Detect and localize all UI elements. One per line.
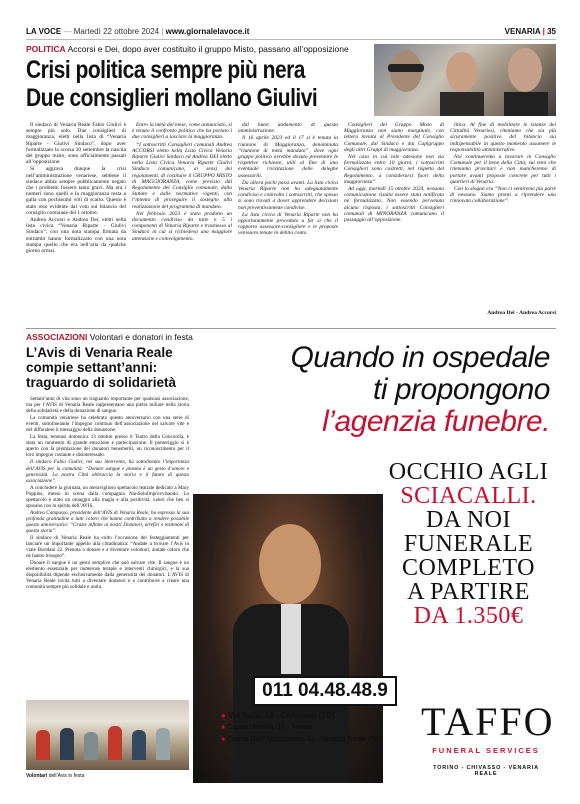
ad-headline-2: ti propongono [373, 373, 550, 406]
ad-offer-4: FUNERALE [403, 531, 534, 557]
paragraph: Entro la metà del mese, come annunciato, si è tenuto il confronto politico che ha portato i due consiglieri a lasciare la maggioranza. [132, 122, 232, 141]
taffo-advertisement[interactable] [193, 338, 556, 783]
website-link[interactable]: www.giornalelavoce.it [165, 27, 250, 36]
story1-column-3 [238, 122, 338, 322]
paragraph: Nel caso in cui tale adesione non sia formalizzata entro 10 giorni, i sottoscritti Consiglieri sono costretti, nel rispetto del Regolamento, a considerarsi fuori della maggioranza”. [344, 154, 444, 185]
story2-headline-3: traguardo di solidarietà [26, 375, 177, 390]
paragraph: Donare il sangue è un gesto semplice che può salvare vite. Il sangue è un elemento essenziale per numerose terapie e interventi chirurgici, e la sua disponibilità dipende esclusivamente dalla generosità dei donatori. L’AVIS di Venaria Reale invita tutti a diventare donatori e a contribuire a creare una comunità sempre più solidale e unita. [26, 560, 189, 591]
story2-photo-caption [26, 773, 189, 779]
sunglasses [388, 64, 424, 72]
page-header: LA VOCE — Martedì 22 ottobre 2024 | www.giornalelavoce.it VENARIA | 35 [26, 26, 556, 40]
story2-kicker-text: Volontari e donatori in festa [89, 332, 193, 342]
location-pin-icon: ● [221, 724, 226, 731]
ad-offer-2: SCIACALLI. [400, 483, 537, 509]
ad-address-3-text: Piazza Dell’Annunziata, 11 - Venaria Reale (TO) [227, 736, 383, 743]
person-figure [60, 728, 74, 760]
brand-subtitle: FUNERAL SERVICES [432, 746, 540, 755]
ad-face [259, 524, 321, 604]
story1-kicker-text: Accorsi e Dei, dopo aver costituito il gruppo Misto, passano all’opposizione [67, 44, 349, 54]
location-pin-icon: ● [221, 711, 226, 720]
brand-name: TAFFO [421, 699, 555, 744]
story2-body [26, 396, 189, 696]
story1-headline-1: Crisi politica sempre più nera [26, 56, 305, 84]
masthead-brand: LA VOCE [26, 27, 62, 36]
ad-offer-3: DA NOI [426, 507, 511, 533]
story1-column-4 [344, 122, 444, 322]
taffo-logo [421, 698, 555, 777]
story1-kicker [26, 44, 406, 54]
story2-headline-2: compie settant’anni: [26, 360, 158, 375]
section-divider [26, 328, 556, 329]
person-figure [132, 730, 146, 760]
ad-offer [381, 460, 556, 628]
caption-text: dell’Avis in festa [48, 773, 85, 779]
story2-headline [26, 345, 191, 390]
person-figure [84, 732, 98, 760]
ad-headline-1: Quando in ospedale [290, 341, 550, 374]
portrait-right [508, 48, 542, 92]
story2-kicker [26, 332, 196, 342]
person-figure [156, 728, 170, 760]
paragraph: Il 16 aprile 2023 ed il 17 si è tenuta la riunione di Maggioranza, denominata “riunione di metà mandato”, dove ogni gruppo politico avrebbe dovuto presentare le rispettive richieste, utili al fine di una eventuale rivisitazione delle deleghe assessorili. [238, 135, 338, 179]
person-figure [108, 726, 122, 760]
story1-column-2 [132, 122, 232, 322]
paragraph: “I sottoscritti Consiglieri comunali Andrea ACCORSI eletto nella Lista Civica Venaria Riparte Giulivi Sindaco ed Andrea DEI eletto nella Lista Civica Venaria Riparte Giulivi Sindaco comunicano, ai sensi dei regolamenti, di costituire il GRUPPO MISTO di MAGGIORANZA, come previsto dal Regolamento del Consiglio comunale, dalla Statuto e dalle normative vigenti, con l’intento di proseguire il sostegno alla realizzazione del programma di mandato. [132, 141, 232, 210]
paragraph: Il sindaco Fabio Giulivi, nel suo intervento, ha sottolineato l’importanza dell’AVIS per la comunità: “Donare sangue e plasma è un gesto d’amore e generosità. La nostra Città abbraccia la storia e il futuro di questa associazione”. [26, 459, 189, 484]
ad-address-2-text: Corso Umbria, 14 - Torino [227, 724, 313, 731]
ad-phone-number[interactable]: 011 04.48.48.9 [253, 676, 397, 706]
story1-category: POLITICA [26, 44, 66, 54]
paragraph: Consiglieri del Gruppo Misto di Maggioranza non siano marginale, con lettera inviata al Presidente del Consiglio Comunale, dal Sindaco e dai Capigruppo degli altri Gruppi di maggioranza. [344, 122, 444, 153]
paragraph: Il sindaco di Venaria Reale ha colto l’occasione dei festeggiamenti per lanciare un importante appello alla cittadinanza: “Andate a trovare l’Avis in viale Buridani 22. Prenota o donare e a diventare volontari, aiutate coloro che ne hanno bisogno”. [26, 535, 189, 560]
portrait-center [446, 52, 478, 92]
story1-signature: Andrea Dei - Andrea Accorsi [487, 310, 556, 316]
story1-column-5 [450, 122, 556, 308]
person-figure [36, 730, 50, 760]
paragraph: Il sindaco di Venaria Reale Fabio Giulivi è sempre più solo. Due consiglieri di maggioranza, eletti nella lista di “Venaria Riparte - Giulivi Sindaco”, dopo aver formalizzato la scorsa 30 settembre la nascita del gruppo misto, sono ufficialmente passati all’opposizione. [26, 122, 126, 166]
ad-address-1 [221, 710, 401, 722]
ad-address-2 [221, 722, 401, 734]
paragraph: litica. Al fine di mobilitare le istanze dei Cittadini Venariesi, riteniamo che sia più sicuramente positivo del bilancio sia indispensabile in questo momento assumere le responsabilità amministrative. [450, 122, 556, 153]
caption-bold: Volontari [26, 773, 48, 779]
paragraph: Nel febbraio 2023 è stato prodotto un documento condiviso da tutte e 5 i componenti di Venaria Riparte e trasmesso al Sindaco in cui si richiedeva una maggiore attenzione e coinvolgimento. [132, 210, 232, 242]
paragraph: A concludere la giornata, un meraviglioso spettacolo teatrale dedicato a Mary Poppins, messo in scena dalla compagnia NonSoloImprovvisando. Lo spettacolo è stato un omaggio alla magia e alla positività, valori che ben si sposano con lo spirito dell’AVIS. [26, 484, 189, 509]
paragraph: Si aggrava dunque la crisi nell’amministrazione venariese, sebbene il sindaco abbia sempre pubblicamente negato che i problemi fossero tanto gravi. Ma ora i numeri sono quelli e la maggioranza resta a galla con pochissimi voti di scarto. Questo è stato reso evidente dal voto sul bilancio del consiglio comunale del 1 ottobre. [26, 166, 126, 216]
story1-headline-2: Due consiglieri mollano Giulivi [26, 84, 318, 112]
story2-headline-1: L’Avis di Venaria Reale [26, 345, 173, 360]
ad-offer-5: COMPLETO [402, 555, 535, 581]
ad-addresses [221, 710, 401, 746]
suit-center [440, 92, 484, 116]
ad-offer-6: A PARTIRE [407, 579, 530, 605]
paragraph: dal buon andamento di questa amministrazione. [238, 122, 338, 135]
paragraph: Noi continueremo a lavorare in Consiglio Comunale per il bene della Città, sui temi che riteniamo prioritari e non mancheremo di portare avanti proposte concrete per tutti i quartieri di Venaria. [450, 154, 556, 185]
location-pin-icon: ● [221, 736, 226, 743]
ad-address-3 [221, 734, 401, 746]
paragraph: La festa, tenutasi domenica 13 ottobre presso il Teatro della Concordia, è stata un momento di grande emozione e partecipazione. Il pomeriggio si è aperto con la premiazione dei donatori benemeriti, un riconoscimento per il loro impegno costante e disinteressato. [26, 434, 189, 459]
issue-date: Martedì 22 ottobre 2024 [73, 27, 160, 36]
ad-headline-3: l’agenzia funebre. [322, 405, 550, 438]
paragraph: Ad oggi, martedì 15 ottobre 2024, nessuna comunicazione risulta essere stata notificata né formalizzata. Non essendo pervenuta alcuna risposta, i sottoscritti Consiglieri comunali di MINORANZA comunicano il passaggio all’opposizione. [344, 186, 444, 224]
story1-photo [374, 44, 556, 116]
ad-offer-7: DA 1.350€ [413, 603, 524, 629]
paragraph: Settant’anni di vita sono un traguardo importante per qualsiasi associazione, ma per l’AVIS di Venaria Reale rappresentano una pietra miliare nella storia della solidarietà e della donazione di sangue. [26, 396, 189, 415]
paragraph: Andrea Accorsi e Andrea Dei, eletti nella lista civica “Venaria Riparte - Giulivi Sindaco”, con una nota stampa firmata da entrambi hanno formalizzato con una nota stampa quello che era nell’aria da qualche giorno ormai. [26, 217, 126, 255]
ad-address-1-text: Via Italia, 13 - Chivasso (TO) [228, 711, 335, 720]
paragraph: Andrea Campasso, presidente dell’AVIS di Venaria Reale, ha espresso la sua profonda gratitudine a tutti coloro che hanno contribuito a rendere possibile questo anniversario: “Grazie infinite ai nostri Donatori, artefici e testimoni di questa storia”. [26, 509, 189, 534]
suit-right [504, 92, 548, 116]
paragraph: La comunità venariese ha celebrato questo anniversario con una serie di eventi, sottolineando l’impegno continuo dell’associazione nel salvare vite e nel diffondere il messaggio della donazione. [26, 415, 189, 434]
story1-column-1 [26, 122, 126, 322]
ad-headline [193, 342, 550, 438]
story2-category: ASSOCIAZIONI [26, 332, 88, 342]
paragraph: Con lo slogan era “Non ci sentiremo più parte di nessuno. Siamo pronti a riprendere una rinnovata collaborazione”. [450, 186, 556, 205]
ad-offer-1: OCCHIO AGLI [388, 459, 549, 485]
brand-cities: TORINO - CHIVASSO - VENARIA REALE [433, 765, 539, 777]
story2-photo [26, 700, 189, 770]
page-number: 35 [547, 27, 556, 36]
paragraph: La lista civica di Venaria Riparte non ha opportunamente proceduto a far sì che il rapporto assessore-consigliere e le proposte venissero tenute in debito conto. [238, 211, 338, 237]
ad-shirt [281, 604, 301, 674]
section-name: VENARIA [504, 27, 541, 36]
paragraph: Da allora pochi passi avanti. La lista civica Venaria Riparte non ha adeguatamente condiviso e coinvolto i sottoscritti, che spesso si sono trovati a dover apprendere decisioni non preventivamente condivise. [238, 179, 338, 211]
